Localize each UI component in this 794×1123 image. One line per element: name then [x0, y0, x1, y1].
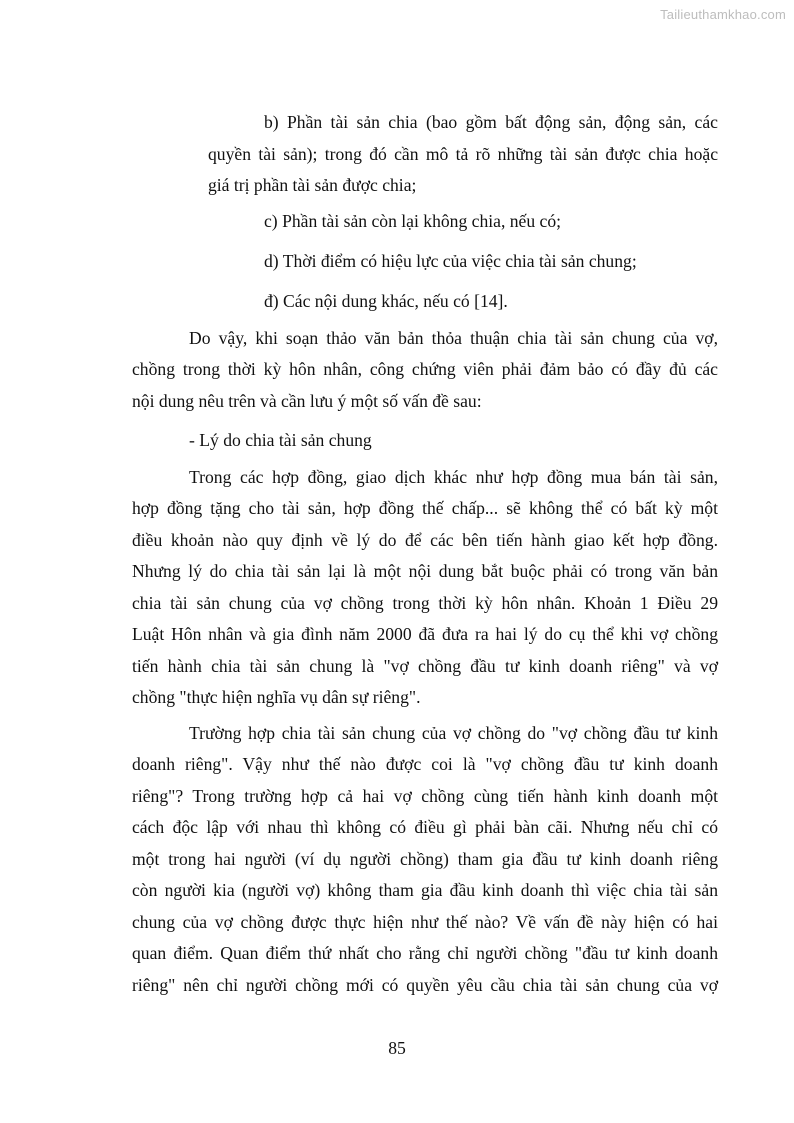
- paragraph-3-line-4: cách độc lập với nhau thì không có điều gì phải bàn cãi. Nhưng nếu chỉ có: [132, 817, 718, 837]
- list-item-dd: đ) Các nội dung khác, nếu có [14].: [264, 291, 508, 311]
- paragraph-1-line-2: chồng trong thời kỳ hôn nhân, công chứng viên phải đảm bảo có đầy đủ các: [132, 359, 718, 379]
- paragraph-3-line-3: riêng"? Trong trường hợp cả hai vợ chồng cùng tiến hành kinh doanh một: [132, 786, 718, 806]
- paragraph-2-line-8: chồng "thực hiện nghĩa vụ dân sự riêng".: [132, 687, 421, 707]
- section-heading: - Lý do chia tài sản chung: [189, 430, 372, 450]
- paragraph-1-line-1: Do vậy, khi soạn thảo văn bản thỏa thuận chia tài sản chung của vợ,: [189, 328, 718, 348]
- list-item-b-line-1: b) Phần tài sản chia (bao gồm bất động sản, động sản, các: [264, 112, 718, 132]
- paragraph-3-line-5: một trong hai người (ví dụ người chồng) tham gia đầu tư kinh doanh riêng: [132, 849, 718, 869]
- paragraph-2-line-7: tiến hành chia tài sản chung là "vợ chồng đầu tư kinh doanh riêng" và vợ: [132, 656, 718, 676]
- paragraph-3-line-7: chung của vợ chồng được thực hiện như thế nào? Về vấn đề này hiện có hai: [132, 912, 718, 932]
- paragraph-3-line-2: doanh riêng". Vậy như thế nào được coi là "vợ chồng đầu tư kinh doanh: [132, 754, 718, 774]
- list-item-b-line-3: giá trị phần tài sản được chia;: [208, 175, 417, 195]
- paragraph-3-line-9: riêng" nên chỉ người chồng mới có quyền yêu cầu chia tài sản chung của vợ: [132, 975, 718, 995]
- paragraph-2-line-6: Luật Hôn nhân và gia đình năm 2000 đã đưa ra hai lý do cụ thể khi vợ chồng: [132, 624, 718, 644]
- paragraph-3-line-1: Trường hợp chia tài sản chung của vợ chồng do "vợ chồng đầu tư kinh: [189, 723, 718, 743]
- watermark: Tailieuthamkhao.com: [660, 7, 786, 22]
- paragraph-2-line-4: Nhưng lý do chia tài sản lại là một nội dung bắt buộc phải có trong văn bản: [132, 561, 718, 581]
- paragraph-1-line-3: nội dung nêu trên và cần lưu ý một số vấn đề sau:: [132, 391, 482, 411]
- paragraph-2-line-2: hợp đồng tặng cho tài sản, hợp đồng thế chấp... sẽ không thể có bất kỳ một: [132, 498, 718, 518]
- paragraph-2-line-3: điều khoản nào quy định về lý do để các bên tiến hành giao kết hợp đồng.: [132, 530, 718, 550]
- list-item-c: c) Phần tài sản còn lại không chia, nếu có;: [264, 211, 562, 231]
- list-item-b-line-2: quyền tài sản); trong đó cần mô tả rõ những tài sản được chia hoặc: [208, 144, 718, 164]
- page-number: 85: [388, 1038, 406, 1058]
- list-item-d: d) Thời điểm có hiệu lực của việc chia tài sản chung;: [264, 251, 637, 271]
- paragraph-2-line-1: Trong các hợp đồng, giao dịch khác như hợp đồng mua bán tài sản,: [189, 467, 718, 487]
- paragraph-3-line-6: còn người kia (người vợ) không tham gia đầu kinh doanh thì việc chia tài sản: [132, 880, 718, 900]
- paragraph-3-line-8: quan điểm. Quan điểm thứ nhất cho rằng chỉ người chồng "đầu tư kinh doanh: [132, 943, 718, 963]
- paragraph-2-line-5: chia tài sản chung của vợ chồng trong thời kỳ hôn nhân. Khoản 1 Điều 29: [132, 593, 718, 613]
